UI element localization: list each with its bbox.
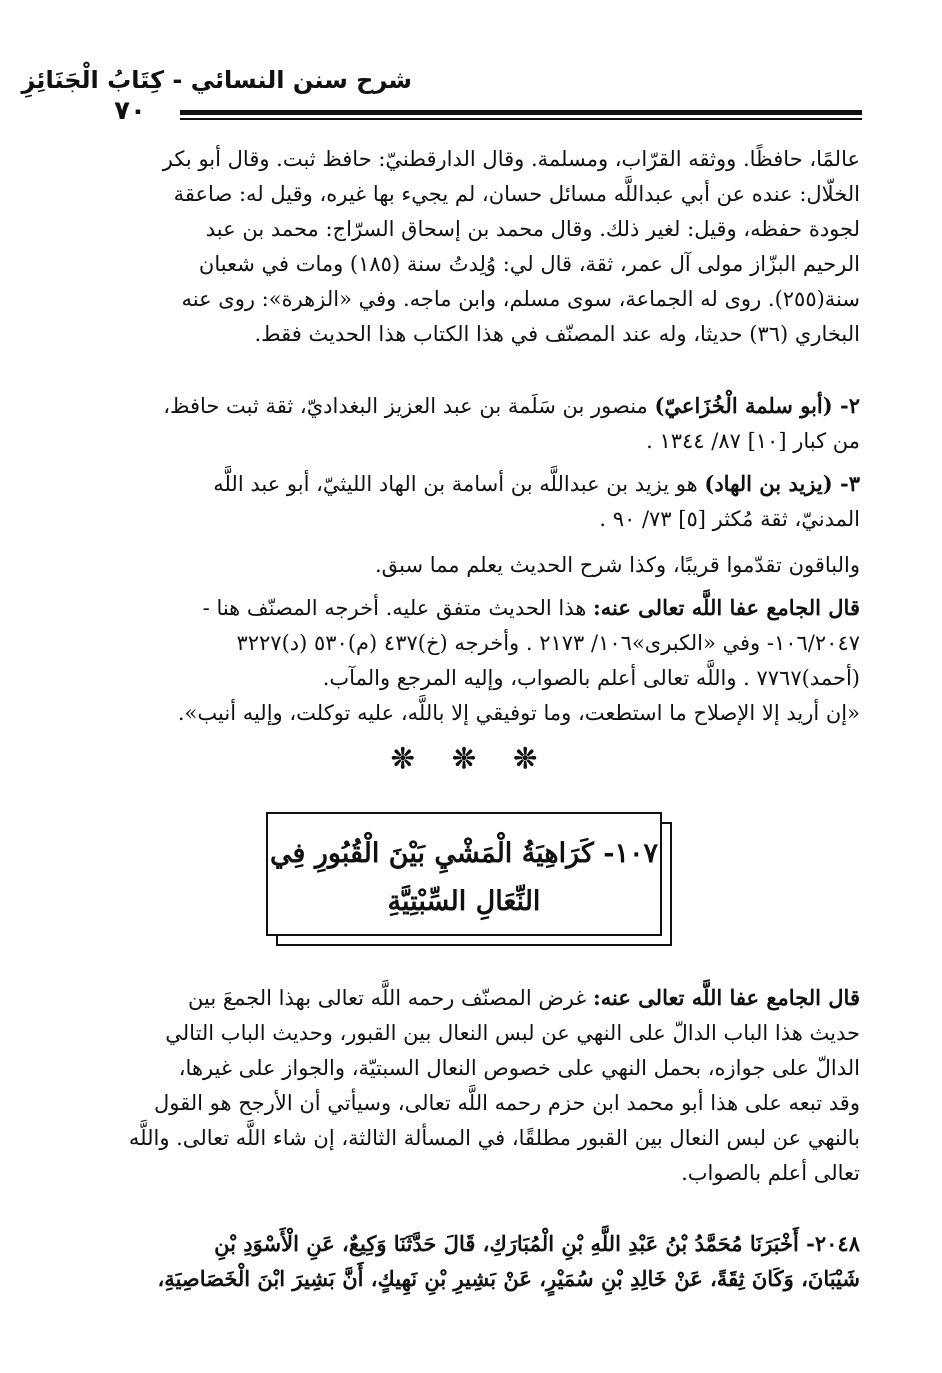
text-line: تعالى أعلم بالصواب. [681,1161,860,1185]
text-line: الدالّ على جوازه، بحمل النهي على خصوص النعال السبتيّة، والجواز على غيرها، [178,1056,860,1080]
text-line: المدنيّ، ثقة مُكثر [٥] ٧٣/ ٩٠ . [599,507,860,531]
narrator-3-label: ٣- (يزيد بن الهاد) [704,471,860,496]
compiler-note-text: غرض المصنّف رحمه اللَّه تعالى بهذا الجمعَ بين [188,986,587,1010]
remaining-note [82,548,860,583]
text-line: الرحيم البزّاز مولى آل عمر، ثقة، قال لي: وُلِدتُ سنة (١٨٥) ومات في شعبان [198,252,860,276]
text-line: والباقون تقدّموا قريبًا، وكذا شرح الحديث يعلم مما سبق. [374,553,860,577]
text-line: وقد تبعه على هذا أبو محمد ابن حزم رحمه اللَّه تعالى، وسيأتي أن الأرجح هو القول [153,1091,860,1115]
running-title: شرح سنن النسائي - كِتَابُ الْجَنَائِزِ [21,66,412,94]
chapter-heading-line: ١٠٧- كَرَاهِيَةُ الْمَشْيِ بَيْنَ الْقُبُورِ فِي [270,838,658,869]
narrator-3-text: هو يزيد بن عبداللَّه بن أسامة بن الهاد الليثيّ، أبو عبد اللَّه [213,472,698,496]
narrator-3-entry [82,466,860,537]
top-paragraph [82,142,860,352]
text-line: ١٠٦/٢٠٤٧- وفي «الكبرى»١٠٦/ ٢١٧٣ . وأخرجه (خ)٤٣٧ (م)٥٣٠ (د)٣٢٢٧ [236,631,860,655]
text-line: «إن أريد إلا الإصلاح ما استطعت، وما توفيقي إلا باللَّه، عليه توكلت، وإليه أنيب». [177,701,860,725]
narrator-2-label: ٢- (أبو سلمة الْخُزَاعيّ) [654,393,860,418]
compiler-note-1 [82,590,860,731]
text-line [82,590,860,626]
header-rule-thick [180,110,862,115]
text-line: الخلّال: عنده عن أبي عبداللَّه مسائل حسان، لم يجيء بها غيره، وقيل له: صاعقة [173,182,860,206]
hadith-2048 [82,1226,860,1296]
text-line: البخاري (٣٦) حديثا، وله عند المصنّف في هذا الكتاب هذا الحديث فقط. [254,322,860,346]
compiler-note-label: قال الجامع عفا اللَّه تعالى عنه: [592,595,860,620]
text-line: سنة(٢٥٥). روى له الجماعة، سوى مسلم، وابن ماجه. وفي «الزهرة»: روى عنه [181,287,860,311]
compiler-note-text: هذا الحديث متفق عليه. أخرجه المصنّف هنا - [202,596,587,620]
text-line: عالمًا، حافظًا. ووثقه القرّاب، ومسلمة. وقال الدارقطنيّ: حافظ ثبت. وقال أبو بكر [162,147,860,171]
text-line: (أحمد)٧٧٦٧ . واللَّه تعالى أعلم بالصواب، وإليه المرجع والمآب. [322,666,860,690]
section-ornament: ❊ ❊ ❊ [391,742,551,775]
compiler-note-label: قال الجامع عفا اللَّه تعالى عنه: [592,985,860,1010]
text-line: من كبار [١٠] ٨٧/ ١٣٤٤ . [646,429,860,453]
narrator-2-entry [82,388,860,459]
page-number: ٧٠ [114,96,146,126]
chapter-heading-line: النِّعَالِ السِّبْتِيَّةِ [387,886,541,917]
text-line: بالنهي عن لبس النعال بين القبور مطلقًا، في المسألة الثالثة، إن شاء اللَّه تعالى. واللَّه [128,1126,860,1150]
text-line [82,980,860,1016]
text-line: شَيْبَانَ، وَكَانَ ثِقَةً، عَنْ خَالِدِ بْنِ سُمَيْرٍ، عَنْ بَشِيرِ بْنِ نَهِيكٍ، أَنَّ بَشِيرَ ابْنَ الْخَصَاصِيَةِ، [157,1266,860,1291]
text-line [82,466,860,502]
narrator-2-text: منصور بن سَلَمة بن عبد العزيز البغداديّ، ثقة ثبت حافظ، [163,394,648,418]
compiler-note-2 [82,980,860,1191]
text-line: حديث هذا الباب الدالّ على النهي عن لبس النعال بين القبور، وحديث الباب التالي [165,1021,860,1045]
chapter-heading [268,830,660,926]
chapter-heading-box [266,812,662,936]
text-line: لجودة حفظه، وقيل: لغير ذلك. وقال محمد بن إسحاق السرّاج: محمد بن عبد [205,217,860,241]
header-rule-thin [180,118,862,120]
text-line: ٢٠٤٨- أَخْبَرَنَا مُحَمَّدُ بْنُ عَبْدِ اللَّهِ بْنِ الْمُبَارَكِ، قَالَ حَدَّثَنَا وَكِيعٌ، عَنِ الْأَسْوَدِ بْنِ [214,1231,860,1256]
text-line [82,388,860,424]
